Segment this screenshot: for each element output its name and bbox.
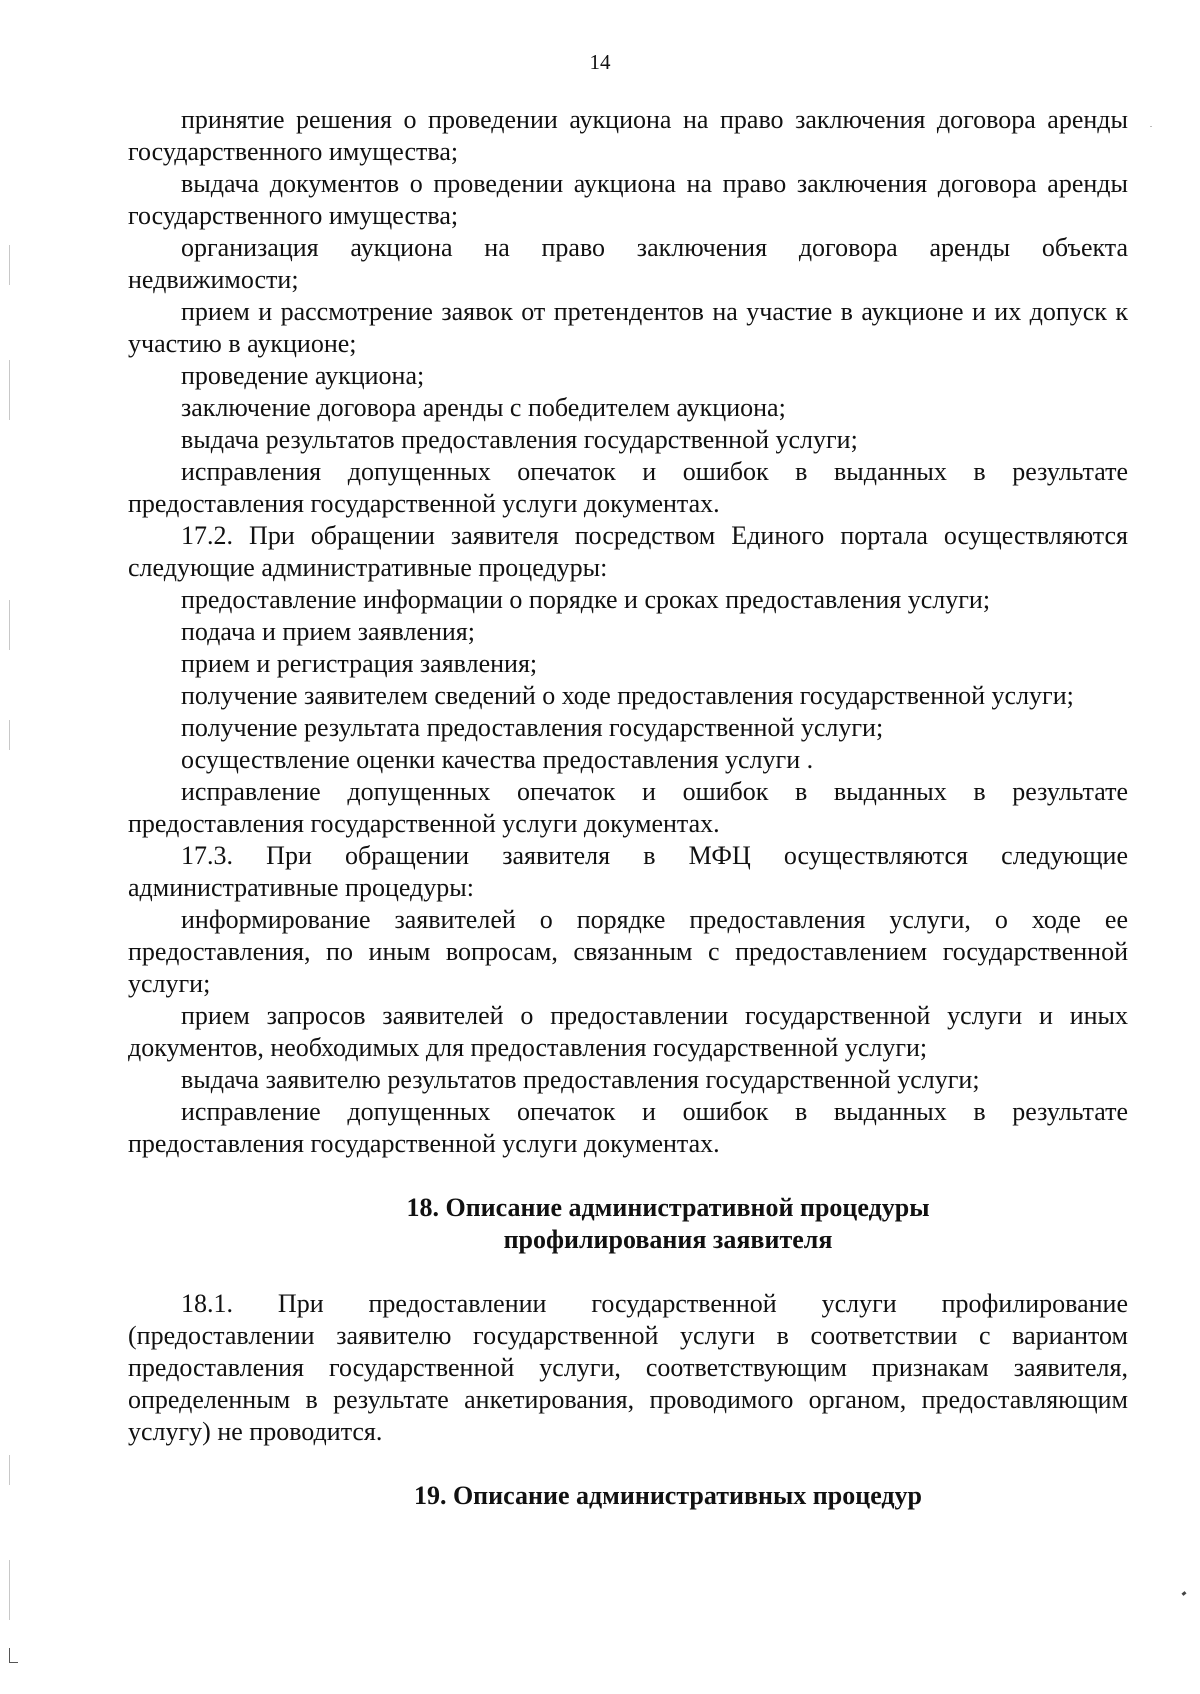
list-item: предоставление информации о порядке и сроках предоставления услуги; bbox=[181, 585, 991, 614]
scan-corner-mark bbox=[9, 1648, 18, 1663]
list-item: получение результата предоставления государственной услуги; bbox=[181, 713, 884, 742]
page-content bbox=[128, 104, 1128, 1512]
list-item: исправление допущенных опечаток и ошибок в выданных в результате предоставления государственной услуги документах. bbox=[128, 777, 1128, 838]
list-item: прием запросов заявителей о предоставлении государственной услуги и иных документов, необходимых для предоставления государственной услуги; bbox=[128, 1001, 1128, 1062]
clause-17-3: 17.3. При обращении заявителя в МФЦ осуществляются следующие административные процедуры: bbox=[128, 841, 1128, 902]
list-item: проведение аукциона; bbox=[181, 361, 425, 390]
scan-speck bbox=[1150, 126, 1152, 127]
list-item: осуществление оценки качества предоставления услуги . bbox=[181, 745, 814, 774]
scan-speck bbox=[1182, 1591, 1187, 1596]
list-item: принятие решения о проведении аукциона на право заключения договора аренды государственного имущества; bbox=[128, 105, 1128, 166]
scan-margin-mark bbox=[9, 600, 10, 650]
section-18-heading-line2: профилирования заявителя bbox=[503, 1225, 833, 1254]
section-18-heading bbox=[128, 1192, 1128, 1256]
clause-17-2: 17.2. При обращении заявителя посредством Единого портала осуществляются следующие административные процедуры: bbox=[128, 521, 1128, 582]
list-item: выдача заявителю результатов предоставления государственной услуги; bbox=[181, 1065, 980, 1094]
list-item: организация аукциона на право заключения договора аренды объекта недвижимости; bbox=[128, 233, 1128, 294]
list-item: подача и прием заявления; bbox=[181, 617, 475, 646]
list-item: прием и рассмотрение заявок от претендентов на участие в аукционе и их допуск к участию в аукционе; bbox=[128, 297, 1128, 358]
section-18-heading-line1: 18. Описание административной процедуры bbox=[406, 1193, 930, 1222]
page-number: 14 bbox=[589, 50, 611, 74]
list-item: выдача документов о проведении аукциона на право заключения договора аренды государственного имущества; bbox=[128, 169, 1128, 230]
scan-margin-mark bbox=[9, 245, 10, 285]
scan-margin-mark bbox=[9, 1455, 10, 1485]
clause-18-1: 18.1. При предоставлении государственной услуги профилирование (предоставлении заявителю государственной услуги в соответствии с вариантом предоставления государственной услуги, соответствующим признакам заявителя, определенным в результате анкетирования, проводимого органом, предоставляющим услугу) не проводится. bbox=[128, 1289, 1128, 1446]
list-item: выдача результатов предоставления государственной услуги; bbox=[181, 425, 858, 454]
section-19-heading: 19. Описание административных процедур bbox=[413, 1481, 923, 1510]
list-item: прием и регистрация заявления; bbox=[181, 649, 538, 678]
list-item: исправления допущенных опечаток и ошибок в выданных в результате предоставления государственной услуги документах. bbox=[128, 457, 1128, 518]
list-item: информирование заявителей о порядке предоставления услуги, о ходе ее предоставления, по иным вопросам, связанным с предоставлением государственной услуги; bbox=[128, 905, 1128, 998]
list-item: заключение договора аренды с победителем аукциона; bbox=[181, 393, 786, 422]
scan-margin-mark bbox=[9, 720, 10, 750]
list-item: исправление допущенных опечаток и ошибок в выданных в результате предоставления государственной услуги документах. bbox=[128, 1097, 1128, 1158]
list-item: получение заявителем сведений о ходе предоставления государственной услуги; bbox=[181, 681, 1074, 710]
scan-margin-mark bbox=[9, 360, 10, 420]
scan-margin-mark bbox=[9, 1560, 10, 1620]
